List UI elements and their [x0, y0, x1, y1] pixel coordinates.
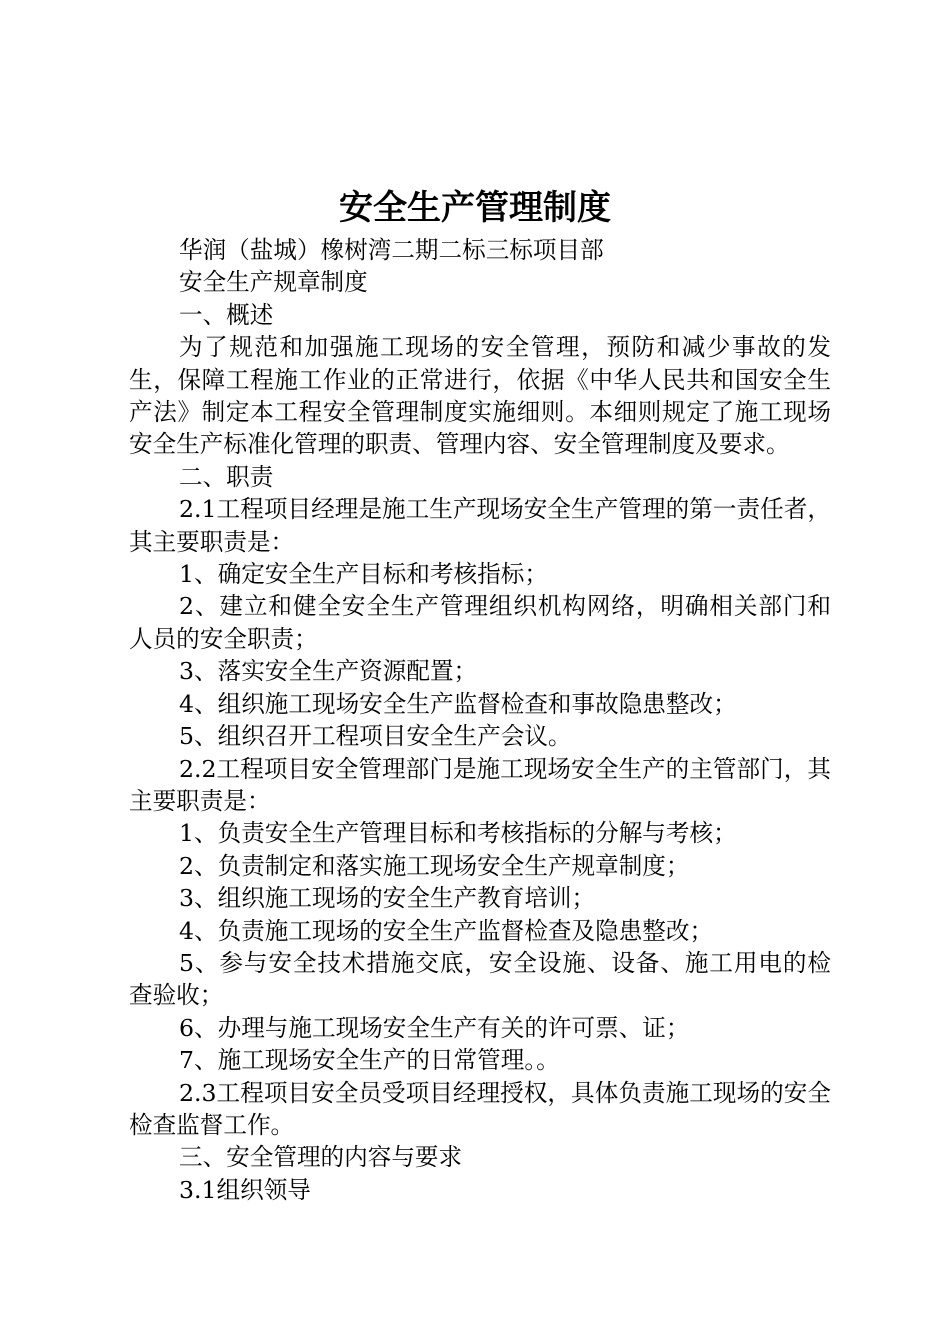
paragraph-2-3: 2.3工程项目安全员受项目经理授权，具体负责施工现场的安全检查监督工作。 [129, 1078, 831, 1139]
subsection-heading-3-1: 3.1组织领导 [179, 1175, 311, 1204]
list-item: 2、建立和健全安全生产管理组织机构网络，明确相关部门和人员的安全职责； [129, 592, 831, 653]
paragraph-overview: 为了规范和加强施工现场的安全管理，预防和减少事故的发生，保障工程施工作业的正常进行，依据《中华人民共和国安全生产法》制定本工程安全管理制度实施细则。本细则规定了施工现场安全生产标准化管理的职责、管理内容、安全管理制度及要求。 [129, 333, 831, 459]
list-item: 3、落实安全生产资源配置； [179, 657, 478, 686]
list-item: 7、施工现场安全生产的日常管理。。 [179, 1046, 560, 1075]
section-heading-overview: 一、概述 [179, 300, 274, 329]
list-item: 4、负责施工现场的安全生产监督检查及隐患整改； [179, 916, 714, 945]
list-item: 1、确定安全生产目标和考核指标； [179, 560, 548, 589]
paragraph-2-1: 2.1工程项目经理是施工生产现场安全生产管理的第一责任者，其主要职责是： [129, 495, 831, 556]
list-item: 1、负责安全生产管理目标和考核指标的分解与考核； [179, 819, 737, 848]
paragraph-project-department: 华润（盐城）橡树湾二期二标三标项目部 [179, 236, 604, 264]
section-heading-duties: 二、职责 [179, 462, 274, 491]
paragraph-2-2: 2.2工程项目安全管理部门是施工现场安全生产的主管部门，其主要职责是： [129, 754, 831, 815]
list-item: 5、组织召开工程项目安全生产会议。 [179, 722, 572, 751]
list-item: 3、组织施工现场的安全生产教育培训； [179, 884, 596, 913]
section-heading-content-requirements: 三、安全管理的内容与要求 [179, 1143, 463, 1172]
list-item: 4、组织施工现场安全生产监督检查和事故隐患整改； [179, 689, 737, 718]
list-item: 2、负责制定和落实施工现场安全生产规章制度； [179, 851, 690, 880]
document-title: 安全生产管理制度 [339, 188, 611, 228]
list-item: 6、办理与施工现场安全生产有关的许可票、证； [179, 1013, 690, 1042]
paragraph-rules-heading: 安全生产规章制度 [179, 268, 368, 297]
list-item: 5、参与安全技术措施交底，安全设施、设备、施工用电的检查验收； [129, 948, 831, 1010]
document-body [129, 234, 831, 1206]
